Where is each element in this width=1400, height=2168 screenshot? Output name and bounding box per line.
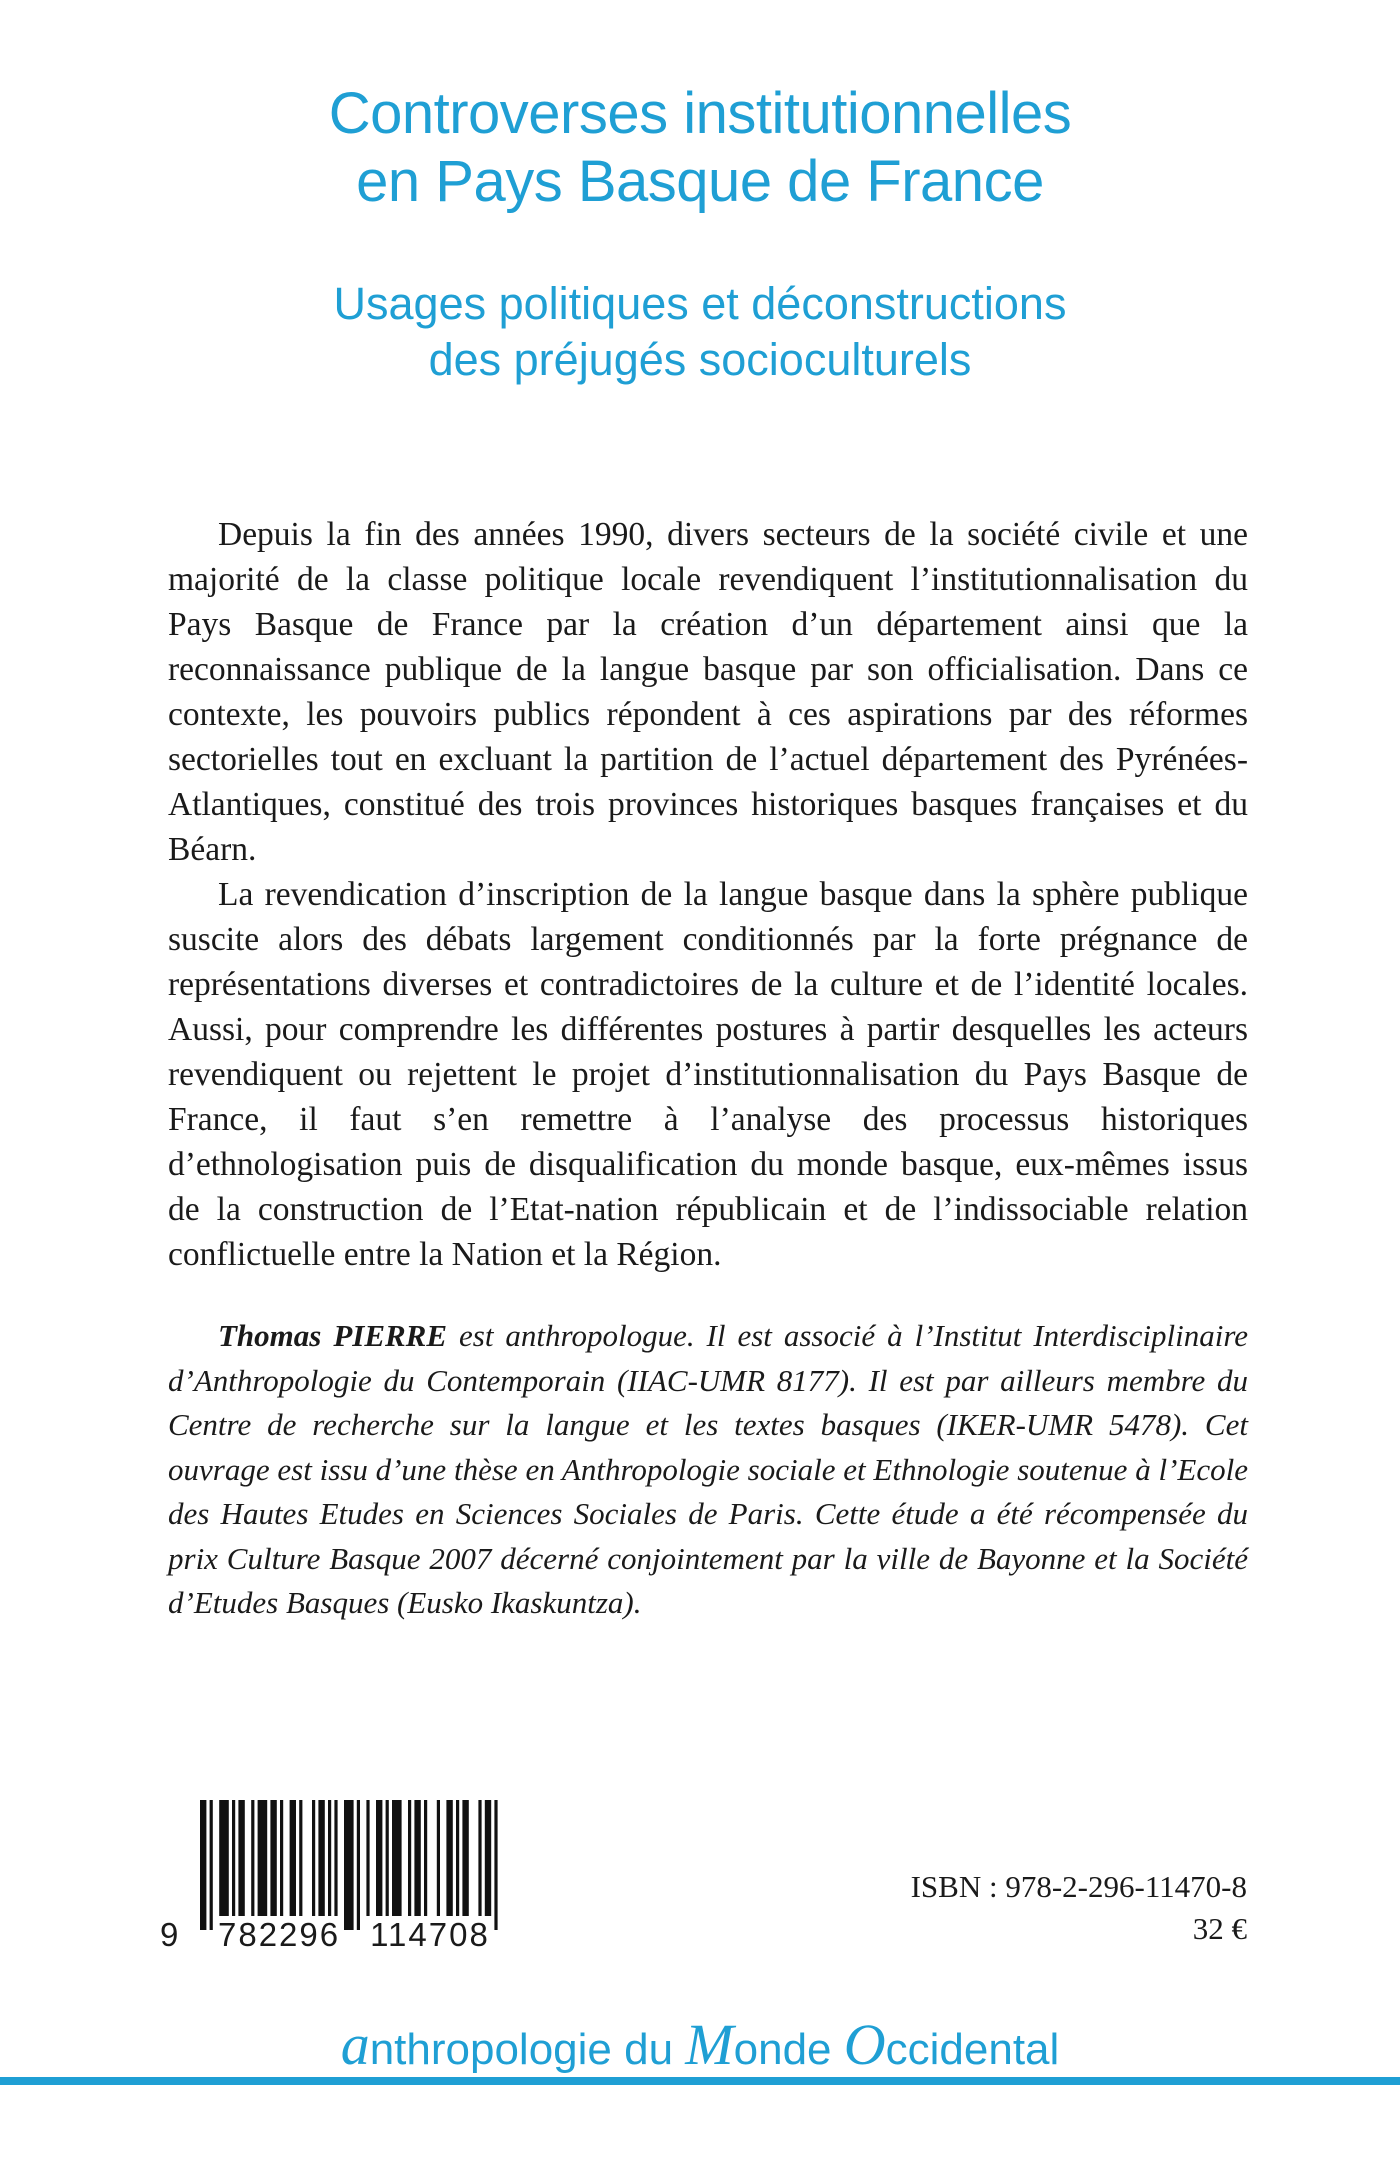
subtitle-line-2: des préjugés socioculturels bbox=[428, 334, 972, 385]
title-line-1: Controverses institutionnelles bbox=[328, 81, 1072, 146]
title-line-2: en Pays Basque de France bbox=[356, 149, 1044, 214]
book-subtitle bbox=[0, 276, 1400, 388]
author-name: Thomas PIERRE bbox=[218, 1318, 448, 1353]
price: 32 € bbox=[1192, 1911, 1247, 1946]
barcode-group-1: 782296 bbox=[214, 1916, 344, 1954]
author-bio-text: est anthropologue. Il est associé à l’Institut Interdisciplinaire d’Anthropologie du Contemporain (IIAC-UMR 8177). Il est par ailleurs membre du Centre de recherche sur la langue et les textes basques (IKER-UMR 5478). Cet ouvrage est issu d’une thèse en Anthropologie sociale et Ethnologie soutenue à l’Ecole des Hautes Etudes en Sciences Sociales de Paris. Cette étude a été récompensée du prix Culture Basque 2007 décerné conjointement par la ville de Bayonne et la Société d’Etudes Basques (Eusko Ikaskuntza). bbox=[168, 1318, 1248, 1620]
book-title bbox=[0, 80, 1400, 216]
author-bio bbox=[168, 1314, 1248, 1626]
series-initial-m: M bbox=[685, 2012, 734, 2077]
series-text-2: onde bbox=[733, 2025, 844, 2074]
series-name bbox=[0, 2012, 1400, 2077]
barcode-digits bbox=[160, 1910, 505, 1954]
series-text-3: ccidental bbox=[885, 2025, 1060, 2074]
barcode bbox=[160, 1800, 505, 1960]
series-initial-a: a bbox=[340, 2012, 370, 2077]
summary-paragraph-2: La revendication d’inscription de la langue basque dans la sphère publique suscite alors des débats largement conditionnés par la forte prégnance de représentations diverses et contradictoires de la culture et de l’identité locales. Aussi, pour comprendre les différentes postures à partir desquelles les acteurs revendiquent ou rejettent le projet d’institutionnalisation du Pays Basque de France, il faut s’en remettre à l’analyse des processus historiques d’ethnologisation puis de disqualification du monde basque, eux-mêmes issus de la construction de l’Etat-nation républicain et de l’indissociable relation conflictuelle entre la Nation et la Région. bbox=[168, 876, 1248, 1273]
barcode-group-2: 114708 bbox=[366, 1916, 494, 1954]
isbn-number: ISBN : 978-2-296-11470-8 bbox=[910, 1869, 1247, 1904]
summary-paragraph-1: Depuis la fin des années 1990, divers secteurs de la société civile et une majorité de la classe politique locale revendiquent l’institutionnalisation du Pays Basque de France par la création d’un département ainsi que la reconnaissance publique de la langue basque par son officialisation. Dans ce contexte, les pouvoirs publics répondent à ces aspirations par des réformes sectorielles tout en excluant la partition de l’actuel département des Pyrénées-Atlantiques, constitué des trois provinces historiques basques françaises et du Béarn. bbox=[168, 516, 1248, 868]
series-text-1: nthropologie du bbox=[369, 2025, 686, 2074]
series-initial-o: O bbox=[843, 2012, 886, 2077]
isbn-block bbox=[911, 1866, 1247, 1950]
bottom-rule bbox=[0, 2077, 1400, 2085]
summary-text bbox=[168, 512, 1248, 1277]
barcode-lead-digit: 9 bbox=[160, 1916, 181, 1953]
subtitle-line-1: Usages politiques et déconstructions bbox=[333, 278, 1067, 329]
